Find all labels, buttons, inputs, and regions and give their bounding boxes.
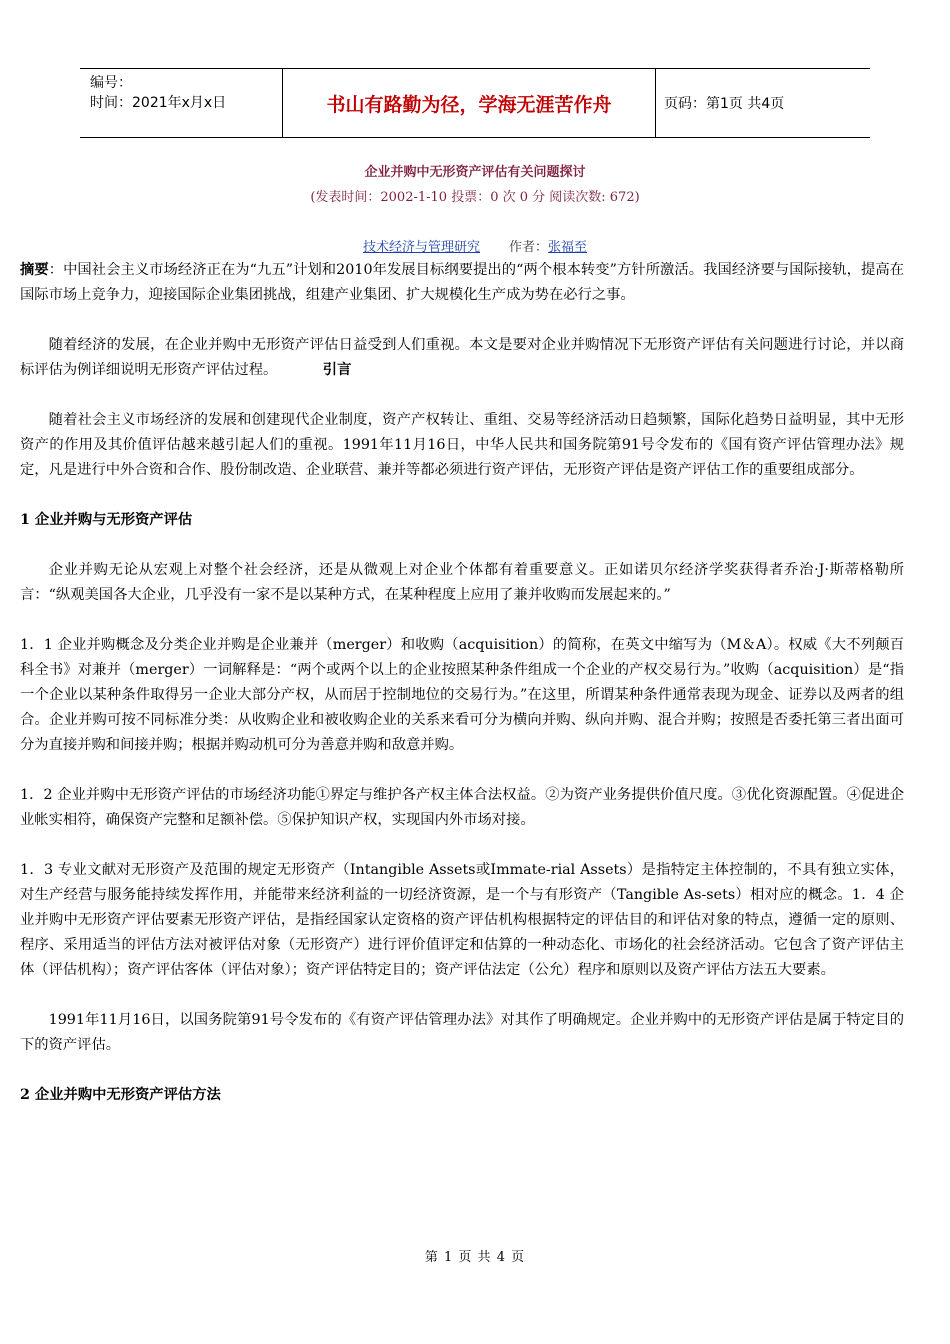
motto: 书山有路勤为径，学海无涯苦作舟 bbox=[282, 69, 656, 137]
byline bbox=[0, 236, 950, 255]
page-footer: 第 1 页 共 4 页 bbox=[424, 1250, 526, 1265]
article-title: 企业并购中无形资产评估有关问题探讨 bbox=[364, 165, 586, 180]
date-label: 时间：2021年x月x日 bbox=[90, 95, 227, 111]
article-meta: (发表时间：2002-1-10 投票：0 次 0 分 阅读次数: 672) bbox=[310, 190, 640, 205]
abstract-label: 摘要 bbox=[20, 262, 49, 278]
document-header bbox=[80, 68, 870, 138]
serial-number-label: 编号： bbox=[90, 75, 132, 91]
abstract-text: ：中国社会主义市场经济正在为“九五”计划和2010年发展目标纲要提出的“两个根本转变”方针所激活。我国经济要与国际接轨，提高在国际市场上竞争力，迎接国际企业集团挑战，组建产业集团、扩大规模化生产成为势在必行之事。 bbox=[20, 262, 905, 303]
paragraph-8: 1991年11月16日，以国务院第91号令发布的《有资产评估管理办法》对其作了明确规定。企业并购中的无形资产评估是属于特定目的下的资产评估。 bbox=[20, 1012, 904, 1053]
abstract-paragraph bbox=[20, 258, 904, 308]
author-link[interactable]: 张福至 bbox=[547, 240, 587, 255]
paragraph-3: 随着社会主义市场经济的发展和创建现代企业制度，资产产权转让、重组、交易等经济活动日趋频繁，国际化趋势日益明显，其中无形资产的作用及其价值评估越来越引起人们的重视。1991年11月16日，中华人民共和国务院第91号令发布的《国有资产评估管理办法》规定，凡是进行中外合资和合作、股份制改造、企业联营、兼并等都必须进行资产评估，无形资产评估是资产评估工作的重要组成部分。 bbox=[20, 412, 904, 478]
paragraph-1-1: 1．1 企业并购概念及分类企业并购是企业兼并（merger）和收购（acquisition）的简称，在英文中缩写为（M＆A）。权威《大不列颠百科全书》对兼并（merger）一词解释是：“两个或两个以上的企业按照某种条件组成一个企业的产权交易行为。”收购（acquisition）是“指一个企业以某种条件取得另一企业大部分产权，从而居于控制地位的交易行为。”在这里，所谓某种条件通常表现为现金、证券以及两者的组合。企业并购可按不同标准分类：从收购企业和被收购企业的关系来看可分为横向并购、纵向并购、混合并购；按照是否委托第三者出面可分为直接并购和间接并购；根据并购动机可分为善意并购和敌意并购。 bbox=[20, 637, 904, 753]
header-left-cell bbox=[80, 69, 282, 137]
paragraph-4: 企业并购无论从宏观上对整个社会经济，还是从微观上对企业个体都有着重要意义。正如诺贝尔经济学奖获得者乔治·J·斯蒂格勒所言：“纵观美国各大企业，几乎没有一家不是以某种方式，在某种程度上应用了兼并收购而发展起来的。” bbox=[20, 562, 904, 603]
page-indicator: 页码：第1页 共4页 bbox=[664, 96, 785, 112]
author-label: 作者： bbox=[508, 240, 548, 255]
paragraph-1-3: 1．3 专业文献对无形资产及范围的规定无形资产（Intangible Assets或Immate-rial Assets）是指特定主体控制的，不具有独立实体，对生产经营与服务能持续发挥作用，并能带来经济利益的一切经济资源，是一个与有形资产（Tangible As-sets）相对应的概念。1．4 企业并购中无形资产评估要素无形资产评估，是指经国家认定资格的资产评估机构根据特定的评估目的和评估对象的特点，遵循一定的原则、程序、采用适当的评估方法对被评估对象（无形资产）进行评价值评定和估算的一种动态化、市场化的社会经济活动。它包含了资产评估主体（评估机构）；资产评估客体（评估对象）；资产评估特定目的；资产评估法定（公允）程序和原则以及资产评估方法五大要素。 bbox=[20, 862, 904, 978]
section-1-heading: 1 企业并购与无形资产评估 bbox=[20, 512, 193, 528]
article-body bbox=[20, 258, 904, 1108]
intro-heading: 引言 bbox=[322, 362, 352, 378]
section-2-heading: 2 企业并购中无形资产评估方法 bbox=[20, 1087, 221, 1103]
source-link[interactable]: 技术经济与管理研究 bbox=[363, 240, 481, 255]
paragraph-2: 随着经济的发展，在企业并购中无形资产评估日益受到人们重视。本文是要对企业并购情况下无形资产评估有关问题进行讨论，并以商标评估为例详细说明无形资产评估过程。 引言 bbox=[20, 337, 904, 378]
paragraph-1-2: 1．2 企业并购中无形资产评估的市场经济功能①界定与维护各产权主体合法权益。②为资产业务提供价值尺度。③优化资源配置。④促进企业帐实相符，确保资产完整和足额补偿。⑤保护知识产权，实现国内外市场对接。 bbox=[20, 787, 904, 828]
